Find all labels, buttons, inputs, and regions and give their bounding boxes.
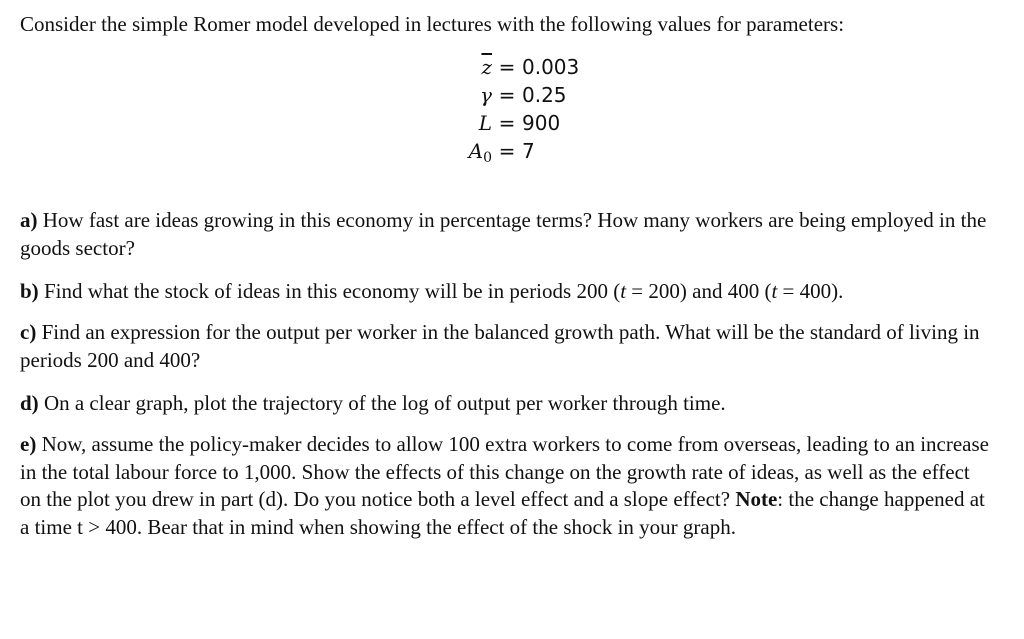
- z-bar-symbol: $\overline{z}$: [481, 55, 492, 79]
- equals-sign: =: [498, 139, 516, 163]
- question-text: Find what the stock of ideas in this economy will be in periods 200 (: [38, 279, 621, 303]
- question-text: Now, assume the policy-maker decides to allow 100 extra workers to come from overseas, leading to an increase in the total labour force to 1,000. Show the effects of this change on the growth rate of ideas, as well as the effect on the plot you drew in part (d). Do you notice both a level effect and a slope effect?: [20, 432, 989, 511]
- note-label: Note: [735, 487, 778, 511]
- question-label: e): [20, 432, 37, 456]
- question-e: [20, 431, 995, 541]
- question-label: c): [20, 320, 37, 344]
- question-text: Find an expression for the output per worker in the balanced growth path. What will be the standard of living in periods 200 and 400?: [20, 320, 980, 372]
- question-text: = 200) and 400 (: [626, 279, 772, 303]
- question-text: How fast are ideas growing in this economy in percentage terms? How many workers are being employed in the goods sector?: [20, 208, 987, 260]
- question-a: [20, 207, 995, 262]
- parameter-list: [430, 53, 580, 165]
- parameter-symbol: L: [478, 111, 492, 135]
- equals-sign: =: [498, 55, 516, 79]
- a-subscript: 0: [483, 150, 492, 166]
- parameter-value: 0.25: [522, 83, 567, 107]
- parameter-symbol: [430, 53, 492, 81]
- time-variable: t: [771, 279, 778, 303]
- question-label: b): [20, 279, 39, 303]
- question-text: = 400).: [777, 279, 844, 303]
- question-text: On a clear graph, plot the trajectory of the log of output per worker through time.: [38, 391, 726, 415]
- question-b: [20, 278, 995, 306]
- parameter-row: [430, 81, 580, 109]
- parameter-value: 7: [522, 139, 535, 163]
- question-text: : the change happened at a time t > 400. Bear that in mind when showing the effect of the shock in your graph.: [20, 487, 985, 539]
- parameter-row: [430, 109, 580, 137]
- equals-sign: =: [498, 111, 516, 135]
- parameter-row: [430, 137, 580, 165]
- question-d: [20, 390, 995, 418]
- intro-text: Consider the simple Romer model developed in lectures with the following values for parameters:: [20, 12, 845, 36]
- parameter-value: 0.003: [522, 55, 580, 79]
- parameter-symbol: γ: [480, 83, 492, 107]
- a-symbol: A: [468, 139, 484, 163]
- parameter-value: 900: [522, 111, 561, 135]
- question-label: d): [20, 391, 39, 415]
- question-c: [20, 319, 995, 374]
- time-variable: t: [620, 279, 627, 303]
- question-label: a): [20, 208, 38, 232]
- parameter-row: [430, 53, 580, 81]
- parameter-symbol: [430, 137, 492, 165]
- equals-sign: =: [498, 83, 516, 107]
